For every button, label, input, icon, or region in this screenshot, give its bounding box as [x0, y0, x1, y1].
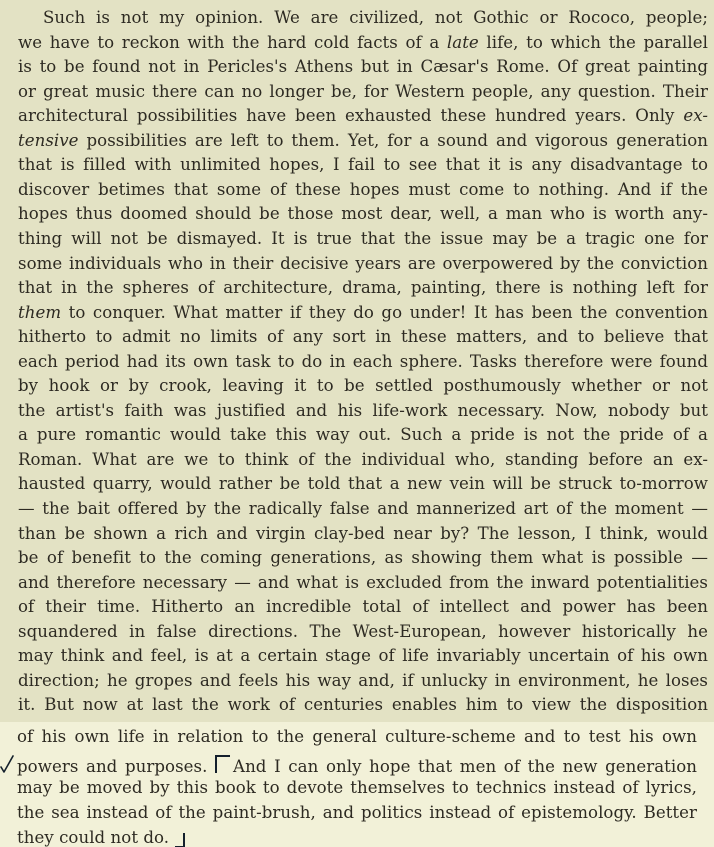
- text-line: [18, 351, 708, 371]
- italic-word: them: [18, 302, 62, 322]
- pen-checkmark-icon: [0, 754, 14, 774]
- text-line: [17, 729, 697, 746]
- text-line: [18, 378, 708, 395]
- text-line-content: powers and purposes.: [17, 757, 208, 776]
- text-line-content: they could not do.: [17, 828, 170, 847]
- text-line-content: discover betimes that some of these hopes must come to nothing. And if the: [18, 179, 708, 199]
- text-line: [18, 157, 708, 174]
- text-line: [18, 329, 708, 346]
- text-line-content: of their time. Hitherto an incredible total of intellect and power has been: [18, 597, 708, 617]
- text-line-content: each period had its own task to do in each sphere. Tasks therefore were found: [18, 351, 708, 371]
- text-line: [18, 670, 708, 690]
- text-line-content: the artist's faith was justified and his life-work necessary. Now, nobody but: [18, 400, 708, 420]
- text-line: [18, 501, 708, 518]
- text-line: [18, 523, 708, 543]
- text-line-content: Such is not my opinion. We are civilized, not Gothic or Rococo, people;: [43, 8, 708, 27]
- text-line: [18, 228, 708, 248]
- text-line: [18, 476, 708, 493]
- text-line-last: [17, 830, 697, 847]
- text-line: [18, 253, 708, 273]
- text-line-content: squandered in false directions. The West-European, however historically he: [18, 621, 708, 641]
- text-line-content: of his own life in relation to the general culture-scheme and to test his own: [17, 727, 697, 746]
- text-line-content: it. But now at last the work of centuries enables him to view the disposition: [18, 695, 708, 715]
- text-line: [18, 648, 708, 665]
- text-line: [18, 179, 708, 199]
- text-line: [18, 400, 708, 420]
- text-line-content: direction; he gropes and feels his way and, if unlucky in environment, he loses: [18, 670, 708, 690]
- text-line: [18, 280, 708, 297]
- text-line: [18, 621, 708, 641]
- text-line: [43, 10, 708, 27]
- text-line: [18, 550, 708, 567]
- text-line: [18, 599, 708, 616]
- text-line: [17, 780, 697, 797]
- text-line-content: or great music there can no longer be, for Western people, any question. Their: [18, 81, 708, 101]
- text-line: [18, 572, 708, 592]
- text-line-content: Roman. What are we to think of the individual who, standing before an ex-: [18, 449, 708, 469]
- text-line: [18, 449, 708, 469]
- italic-word: tensive: [18, 130, 79, 150]
- text-line-content: thing will not be dismayed. It is true that the issue may be a tragic one for: [18, 228, 708, 248]
- text-line-content: be of benefit to the coming generations, as showing them what is possible —: [18, 548, 708, 568]
- italic-word: late: [446, 32, 479, 52]
- text-line: [18, 130, 708, 150]
- text-line-content: And I can only hope that men of the new generation: [233, 757, 697, 776]
- text-line-content: and therefore necessary — and what is excluded from the inward potentialities: [18, 572, 708, 592]
- text-line-content: a pure romantic would take this way out. Such a pride is not the pride of a: [18, 425, 708, 445]
- text-line-content: to conquer. What matter if they do go under! It has been the convention: [61, 302, 708, 322]
- text-line-content: hitherto to admit no limits of any sort in these matters, and to believe that: [18, 327, 708, 347]
- text-line-content: some individuals who in their decisive years are overpowered by the conviction: [18, 253, 708, 273]
- text-line-content: that in the spheres of architecture, drama, painting, there is nothing left for: [18, 278, 708, 298]
- italic-word: ex-: [683, 106, 708, 126]
- text-line-content: architectural possibilities have been exhausted these hundred years. Only: [18, 106, 684, 126]
- text-line-content: by hook or by crook, leaving it to be settled posthumously whether or not: [18, 376, 708, 396]
- text-line-content: is to be found not in Pericles's Athens but in Cæsar's Rome. Of great painting: [18, 57, 708, 77]
- text-line: [18, 32, 708, 52]
- pen-end-mark-icon: [175, 833, 185, 847]
- text-line-content: may think and feel, is at a certain stage of life invariably uncertain of his own: [18, 646, 708, 666]
- text-line: [18, 697, 708, 714]
- text-line-content: than be shown a rich and virgin clay-bed near by? The lesson, I think, would: [18, 523, 708, 543]
- text-line-content: that is filled with unlimited hopes, I fail to see that it is any disadvantage to: [18, 155, 708, 175]
- text-line: [17, 805, 697, 822]
- text-line: [18, 427, 708, 444]
- text-line: [17, 755, 697, 776]
- text-line-content: life, to which the parallel: [478, 32, 708, 52]
- text-line: [18, 302, 708, 322]
- text-line: [18, 108, 708, 125]
- text-line-content: possibilities are left to them. Yet, for a sound and vigorous generation: [78, 130, 708, 150]
- text-line: [18, 59, 708, 76]
- text-line-content: may be moved by this book to devote themselves to technics instead of lyrics,: [17, 778, 697, 797]
- text-line-content: hopes thus doomed should be those most dear, well, a man who is worth any-: [18, 204, 708, 224]
- text-line: [18, 81, 708, 101]
- text-line: [18, 206, 708, 223]
- text-line-content: hausted quarry, would rather be told that a new vein will be struck to-morrow: [18, 474, 708, 494]
- text-line-content: — the bait offered by the radically false and mannerized art of the moment —: [18, 499, 708, 518]
- text-line-content: the sea instead of the paint-brush, and politics instead of epistemology. Better: [17, 803, 697, 822]
- text-line-content: we have to reckon with the hard cold facts of a: [18, 32, 447, 52]
- pen-bracket-mark-icon: [215, 755, 230, 773]
